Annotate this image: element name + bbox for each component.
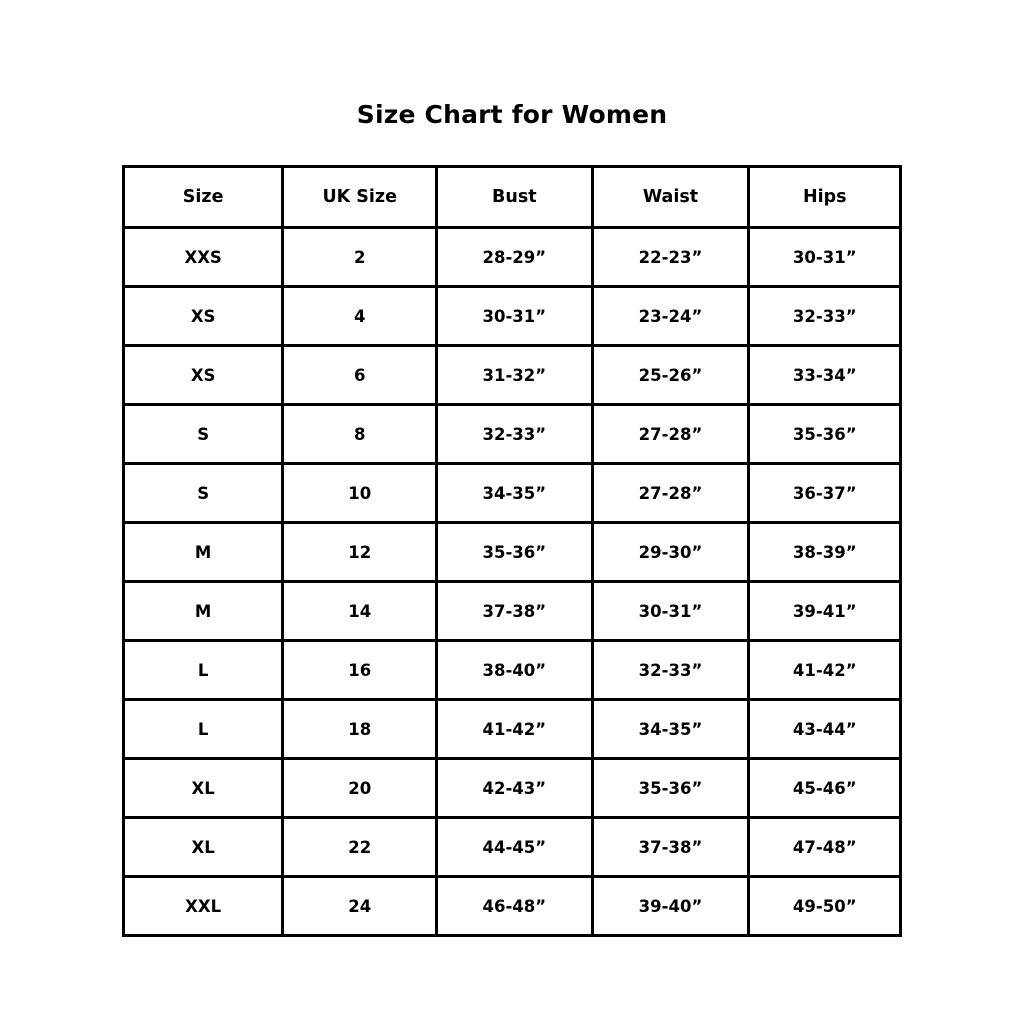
- cell-bust: 34-35”: [437, 464, 592, 523]
- size-table-container: [122, 165, 902, 937]
- cell-size: L: [124, 700, 283, 759]
- cell-uk: 6: [283, 346, 437, 405]
- cell-hips: 33-34”: [749, 346, 901, 405]
- cell-uk: 24: [283, 877, 437, 936]
- cell-bust: 41-42”: [437, 700, 592, 759]
- cell-uk: 8: [283, 405, 437, 464]
- cell-size: XL: [124, 818, 283, 877]
- cell-hips: 30-31”: [749, 228, 901, 287]
- cell-waist: 37-38”: [592, 818, 749, 877]
- cell-size: L: [124, 641, 283, 700]
- cell-size: XS: [124, 346, 283, 405]
- cell-hips: 35-36”: [749, 405, 901, 464]
- cell-waist: 29-30”: [592, 523, 749, 582]
- table-header: [124, 167, 901, 228]
- table-row: [124, 523, 901, 582]
- cell-bust: 44-45”: [437, 818, 592, 877]
- cell-bust: 38-40”: [437, 641, 592, 700]
- cell-hips: 38-39”: [749, 523, 901, 582]
- cell-size: XL: [124, 759, 283, 818]
- table-row: [124, 405, 901, 464]
- cell-bust: 46-48”: [437, 877, 592, 936]
- cell-hips: 45-46”: [749, 759, 901, 818]
- table-row: [124, 877, 901, 936]
- table-header-row: [124, 167, 901, 228]
- cell-waist: 39-40”: [592, 877, 749, 936]
- page-title: Size Chart for Women: [356, 100, 668, 129]
- cell-hips: 36-37”: [749, 464, 901, 523]
- cell-uk: 4: [283, 287, 437, 346]
- table-row: [124, 464, 901, 523]
- column-header-uk-size: UK Size: [283, 167, 437, 228]
- cell-size: M: [124, 582, 283, 641]
- cell-bust: 32-33”: [437, 405, 592, 464]
- cell-uk: 20: [283, 759, 437, 818]
- cell-uk: 2: [283, 228, 437, 287]
- table-row: [124, 700, 901, 759]
- cell-bust: 30-31”: [437, 287, 592, 346]
- cell-bust: 31-32”: [437, 346, 592, 405]
- cell-uk: 10: [283, 464, 437, 523]
- cell-waist: 22-23”: [592, 228, 749, 287]
- table-row: [124, 346, 901, 405]
- table-row: [124, 228, 901, 287]
- cell-uk: 18: [283, 700, 437, 759]
- cell-size: S: [124, 405, 283, 464]
- cell-waist: 27-28”: [592, 405, 749, 464]
- cell-hips: 41-42”: [749, 641, 901, 700]
- cell-bust: 28-29”: [437, 228, 592, 287]
- cell-uk: 22: [283, 818, 437, 877]
- size-chart-table: [122, 165, 902, 937]
- cell-hips: 49-50”: [749, 877, 901, 936]
- cell-size: XXL: [124, 877, 283, 936]
- cell-size: XS: [124, 287, 283, 346]
- cell-waist: 32-33”: [592, 641, 749, 700]
- cell-bust: 42-43”: [437, 759, 592, 818]
- cell-hips: 47-48”: [749, 818, 901, 877]
- table-row: [124, 582, 901, 641]
- cell-hips: 39-41”: [749, 582, 901, 641]
- cell-size: M: [124, 523, 283, 582]
- table-row: [124, 287, 901, 346]
- column-header-size: Size: [124, 167, 283, 228]
- cell-waist: 35-36”: [592, 759, 749, 818]
- table-body: [124, 228, 901, 936]
- cell-size: S: [124, 464, 283, 523]
- cell-bust: 37-38”: [437, 582, 592, 641]
- column-header-hips: Hips: [749, 167, 901, 228]
- table-row: [124, 641, 901, 700]
- cell-hips: 43-44”: [749, 700, 901, 759]
- cell-waist: 30-31”: [592, 582, 749, 641]
- cell-waist: 34-35”: [592, 700, 749, 759]
- cell-uk: 14: [283, 582, 437, 641]
- table-row: [124, 818, 901, 877]
- cell-uk: 16: [283, 641, 437, 700]
- cell-waist: 23-24”: [592, 287, 749, 346]
- cell-uk: 12: [283, 523, 437, 582]
- column-header-waist: Waist: [592, 167, 749, 228]
- cell-bust: 35-36”: [437, 523, 592, 582]
- cell-size: XXS: [124, 228, 283, 287]
- cell-hips: 32-33”: [749, 287, 901, 346]
- table-row: [124, 759, 901, 818]
- column-header-bust: Bust: [437, 167, 592, 228]
- cell-waist: 27-28”: [592, 464, 749, 523]
- cell-waist: 25-26”: [592, 346, 749, 405]
